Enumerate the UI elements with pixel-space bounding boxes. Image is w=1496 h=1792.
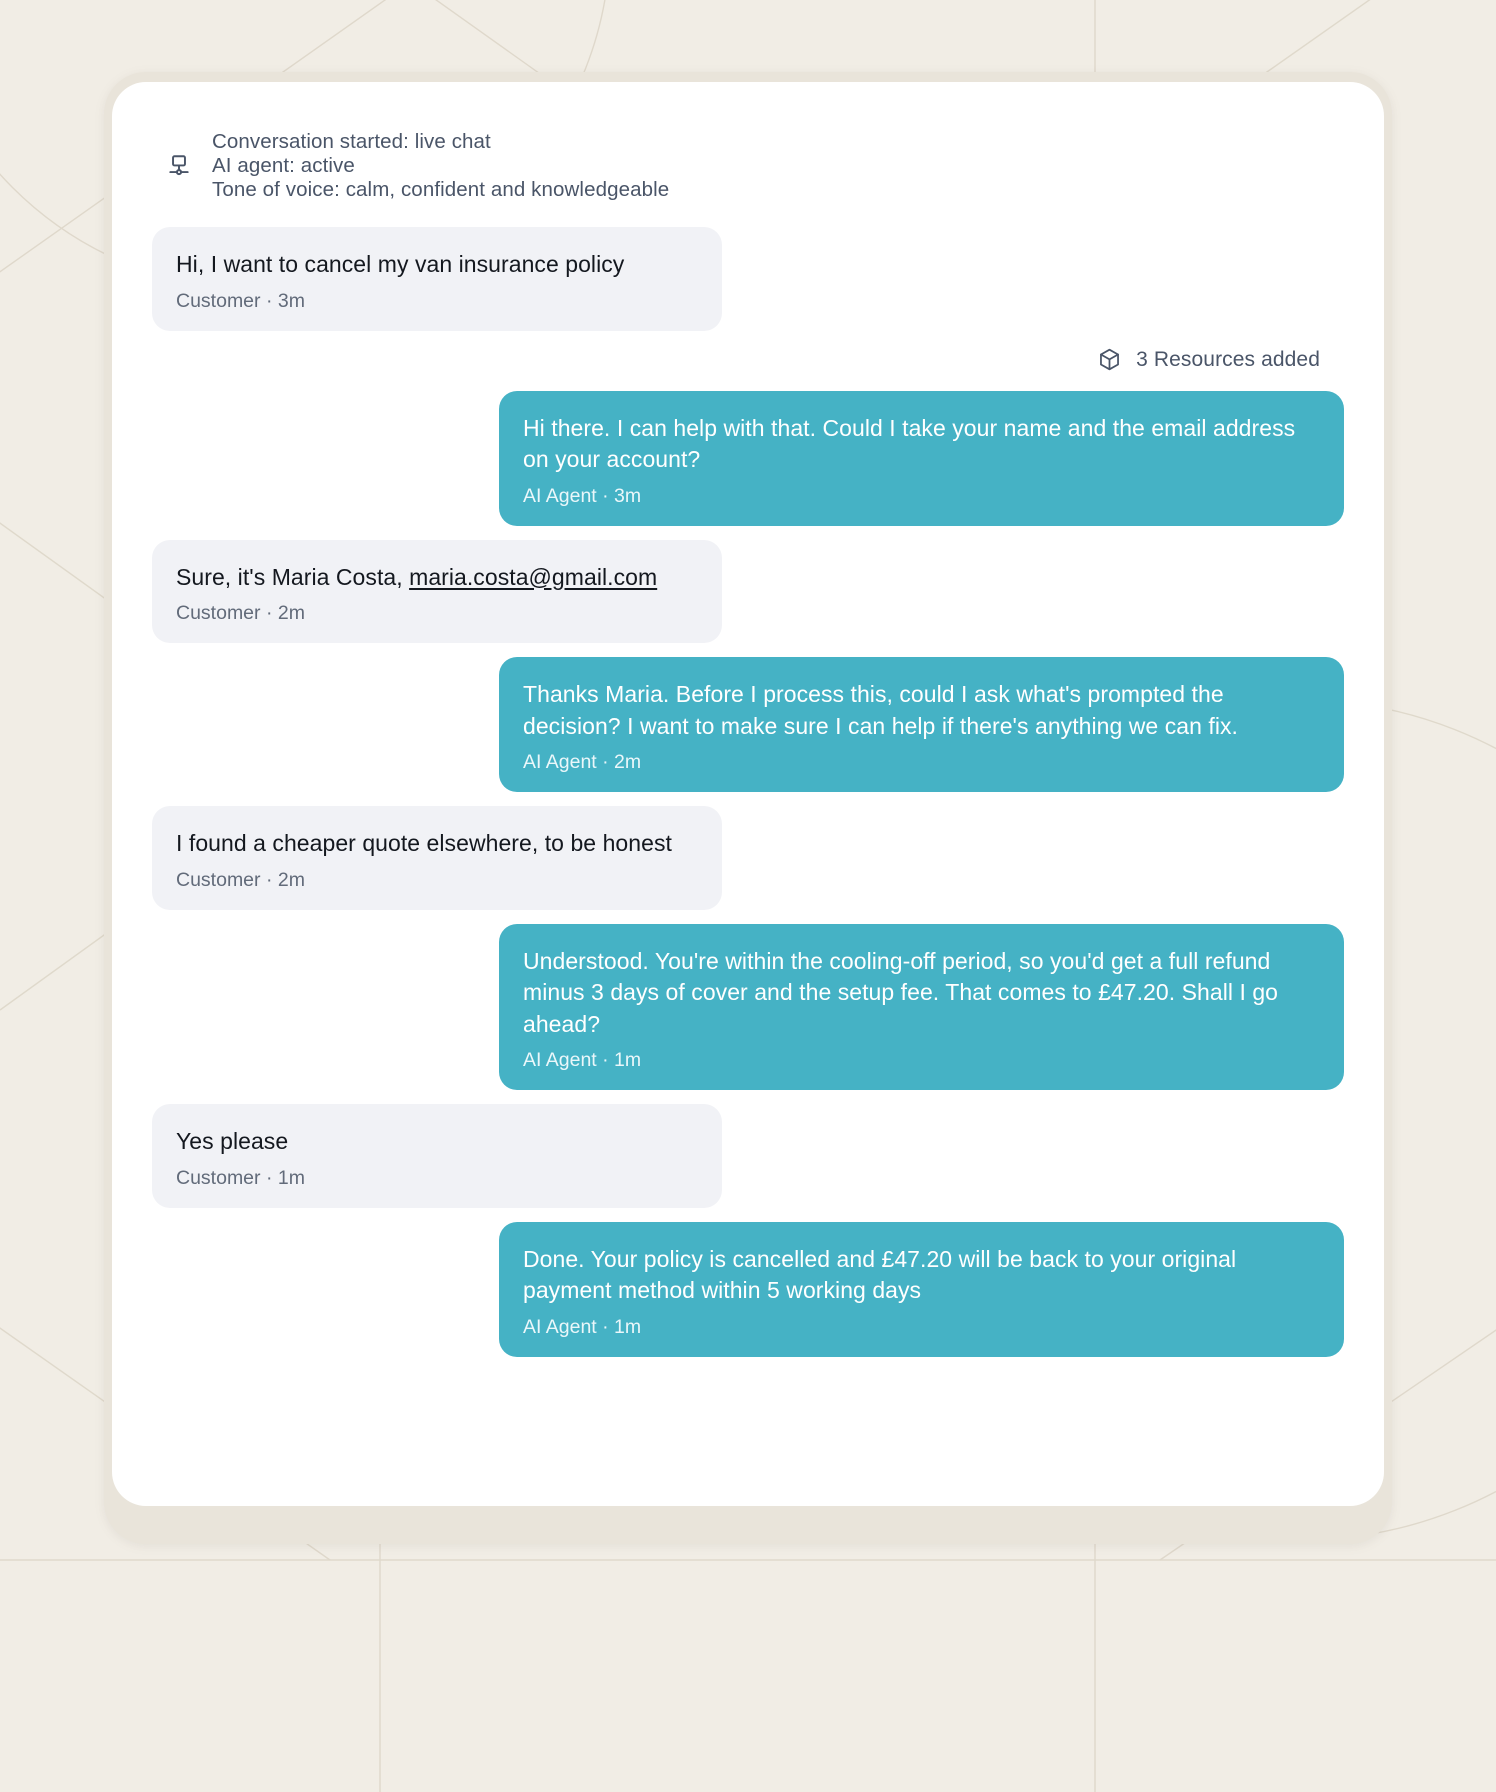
message-bubble-customer[interactable] bbox=[152, 1104, 722, 1208]
message-row bbox=[152, 227, 1344, 331]
message-text: Hi, I want to cancel my van insurance policy bbox=[176, 251, 625, 277]
message-bubble-agent[interactable] bbox=[499, 924, 1344, 1091]
message-meta: AI Agent · 1m bbox=[523, 1315, 642, 1338]
customer-email-link[interactable]: maria.costa@gmail.com bbox=[409, 563, 658, 590]
message-row bbox=[152, 1104, 1344, 1208]
conversation-card bbox=[112, 82, 1384, 1506]
message-text-prefix: Sure, it's Maria Costa, bbox=[176, 563, 410, 590]
message-meta: AI Agent · 2m bbox=[523, 751, 642, 773]
message-row bbox=[152, 657, 1344, 792]
message-meta: AI Agent · 3m bbox=[523, 484, 642, 507]
message-text: Understood. You're within the cooling-off period, so you'd get a full refund minus 3 days of cover and the setup fee. That comes to £47.20. Shall I go ahead? bbox=[523, 947, 1279, 1037]
message-meta: Customer · 2m bbox=[176, 868, 305, 891]
message-bubble-customer[interactable] bbox=[152, 540, 722, 644]
message-bubble-agent[interactable] bbox=[499, 1222, 1344, 1357]
message-bubble-customer[interactable] bbox=[152, 806, 722, 910]
message-meta: Customer · 1m bbox=[176, 1166, 305, 1189]
system-line-tone-of-voice: Tone of voice: calm, confident and knowledgeable bbox=[212, 178, 670, 201]
message-meta: Customer · 3m bbox=[176, 289, 305, 312]
message-row bbox=[152, 540, 1344, 644]
message-row bbox=[152, 924, 1344, 1091]
message-text: Thanks Maria. Before I process this, could I ask what's prompted the decision? I want to make sure I can help if there's anything we can fix. bbox=[523, 681, 1238, 739]
cube-icon bbox=[1096, 347, 1122, 373]
message-row bbox=[152, 806, 1344, 910]
message-text bbox=[176, 562, 698, 594]
message-text: I found a cheaper quote elsewhere, to be honest bbox=[176, 830, 672, 856]
message-bubble-agent[interactable] bbox=[499, 391, 1344, 526]
message-text: Done. Your policy is cancelled and £47.20 will be back to your original payment method within 5 working days bbox=[523, 1245, 1237, 1303]
conversation-transcript bbox=[152, 130, 1344, 1371]
monitor-node-icon bbox=[164, 151, 194, 181]
message-meta: Customer · 2m bbox=[176, 602, 305, 624]
message-text: Yes please bbox=[176, 1128, 289, 1154]
message-row bbox=[152, 391, 1344, 526]
message-meta: AI Agent · 1m bbox=[523, 1049, 642, 1071]
system-line-agent-status: AI agent: active bbox=[212, 154, 355, 177]
message-bubble-customer[interactable] bbox=[152, 227, 722, 331]
resources-added-label: 3 Resources added bbox=[1136, 347, 1320, 371]
system-status-block bbox=[152, 130, 1344, 201]
message-text: Hi there. I can help with that. Could I take your name and the email address on your account? bbox=[523, 414, 1296, 472]
system-line-conversation-started: Conversation started: live chat bbox=[212, 130, 491, 153]
message-row bbox=[152, 1222, 1344, 1357]
message-bubble-agent[interactable] bbox=[499, 657, 1344, 792]
resources-added-notice bbox=[152, 347, 1320, 373]
